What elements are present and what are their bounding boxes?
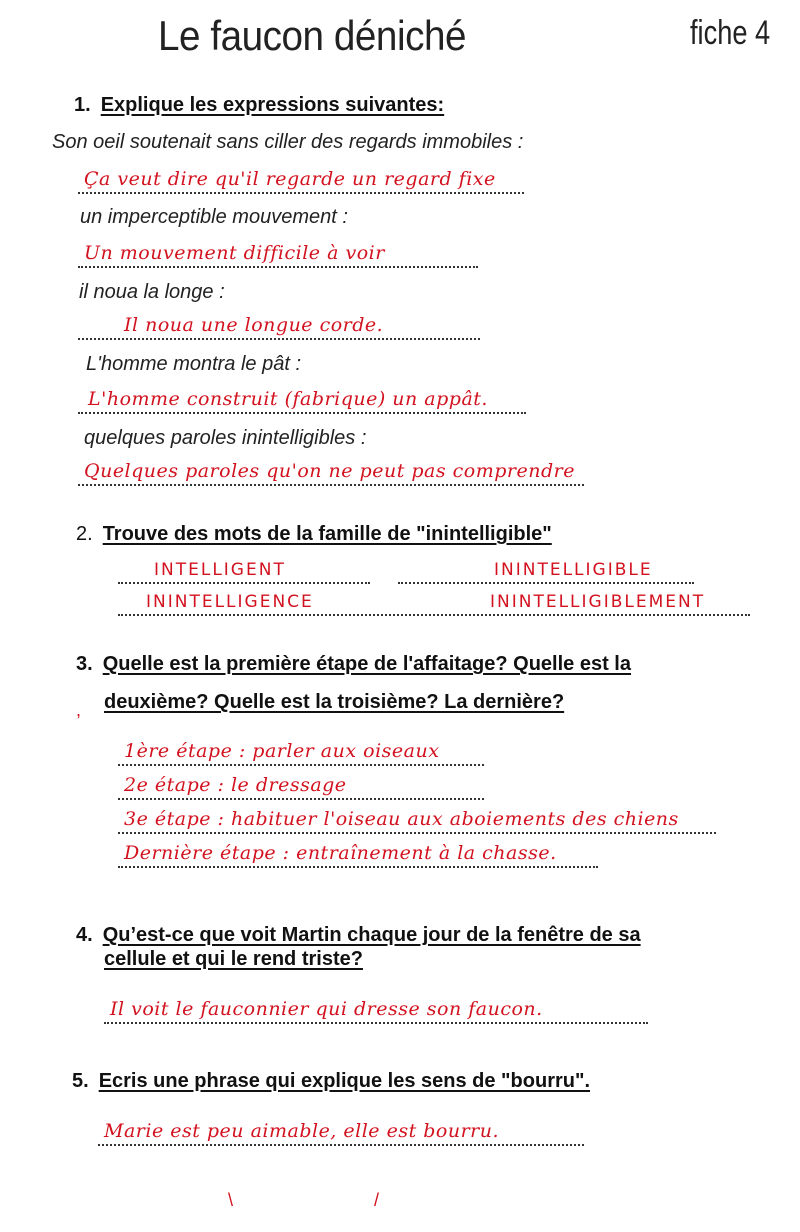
q3-answer-line-2 (118, 772, 484, 800)
question-2-number: 2. (76, 523, 93, 545)
q1-answer-1: Ça veut dire qu'il regarde un regard fixe (84, 168, 496, 190)
q3-answer-2: 2e étape : le dressage (124, 774, 347, 796)
q1-prompt-1: Son oeil soutenait sans ciller des regards immobiles : (52, 131, 524, 153)
question-4-line-1 (76, 924, 641, 947)
q1-answer-line-2 (78, 240, 478, 268)
question-1-number: 1. (74, 94, 91, 116)
red-stroke-mark-2: / (374, 1190, 380, 1210)
q1-prompt-4: L'homme montra le pât : (86, 353, 302, 375)
q2-answer-4: ININTELLIGIBLEMENT (490, 592, 706, 612)
page-title: Le faucon déniché (158, 12, 466, 59)
q1-answer-line-5 (78, 458, 584, 486)
red-tick-mark: , (76, 700, 82, 720)
question-3-number: 3. (76, 653, 93, 675)
q3-answer-line-4 (118, 840, 598, 868)
question-1-text: Explique les expressions suivantes: (100, 94, 445, 116)
question-4-line-2 (104, 948, 363, 971)
question-5-number: 5. (72, 1070, 89, 1092)
question-5 (72, 1070, 590, 1093)
q5-answer-line (98, 1118, 584, 1146)
question-4-text-1: Qu’est-ce que voit Martin chaque jour de la fenêtre de sa (102, 924, 641, 946)
q1-answer-2: Un mouvement difficile à voir (84, 242, 385, 264)
question-1 (74, 94, 444, 117)
q2-answer-slot-4 (490, 588, 750, 614)
q1-answer-line-3 (78, 312, 480, 340)
q2-answer-line-1 (118, 556, 370, 584)
question-2 (76, 523, 552, 546)
q1-answer-line-1 (78, 166, 524, 194)
question-2-text: Trouve des mots de la famille de "inintelligible" (102, 523, 552, 545)
question-3-line-2 (104, 691, 564, 714)
q1-prompt-2: un imperceptible mouvement : (80, 206, 348, 228)
q1-prompt-3: il noua la longe : (79, 281, 225, 303)
q3-answer-4: Dernière étape : entraînement à la chasse. (124, 842, 557, 864)
q3-answer-line-1 (118, 738, 484, 766)
q1-prompt-5: quelques paroles inintelligibles : (84, 427, 367, 449)
q3-answer-3: 3e étape : habituer l'oiseau aux aboiements des chiens (124, 808, 679, 830)
q3-answer-1: 1ère étape : parler aux oiseaux (124, 740, 440, 762)
q2-answer-line-2 (398, 556, 694, 584)
q5-answer: Marie est peu aimable, elle est bourru. (104, 1120, 500, 1142)
question-4-number: 4. (76, 924, 93, 946)
fiche-label: fiche 4 (690, 14, 771, 52)
question-3-text-2: deuxième? Quelle est la troisième? La dernière? (104, 691, 565, 713)
q4-answer-line (104, 996, 648, 1024)
question-3-text-1: Quelle est la première étape de l'affaitage? Quelle est la (102, 653, 631, 675)
q2-answer-3: ININTELLIGENCE (146, 592, 314, 612)
q1-answer-5: Quelques paroles qu'on ne peut pas comprendre (84, 460, 575, 482)
q1-answer-4: L'homme construit (fabrique) un appât. (88, 388, 488, 410)
red-stroke-mark-1: \ (228, 1190, 234, 1210)
question-4-text-2: cellule et qui le rend triste? (104, 948, 363, 970)
q3-answer-line-3 (118, 806, 716, 834)
q4-answer: Il voit le fauconnier qui dresse son faucon. (110, 998, 543, 1020)
q2-answer-1: INTELLIGENT (154, 560, 286, 580)
question-3-line-1 (76, 653, 631, 676)
question-5-text: Ecris une phrase qui explique les sens de "bourru". (98, 1070, 591, 1092)
q1-answer-3: Il noua une longue corde. (124, 314, 384, 336)
q2-answer-2: ININTELLIGIBLE (494, 560, 653, 580)
q1-answer-line-4 (78, 386, 526, 414)
